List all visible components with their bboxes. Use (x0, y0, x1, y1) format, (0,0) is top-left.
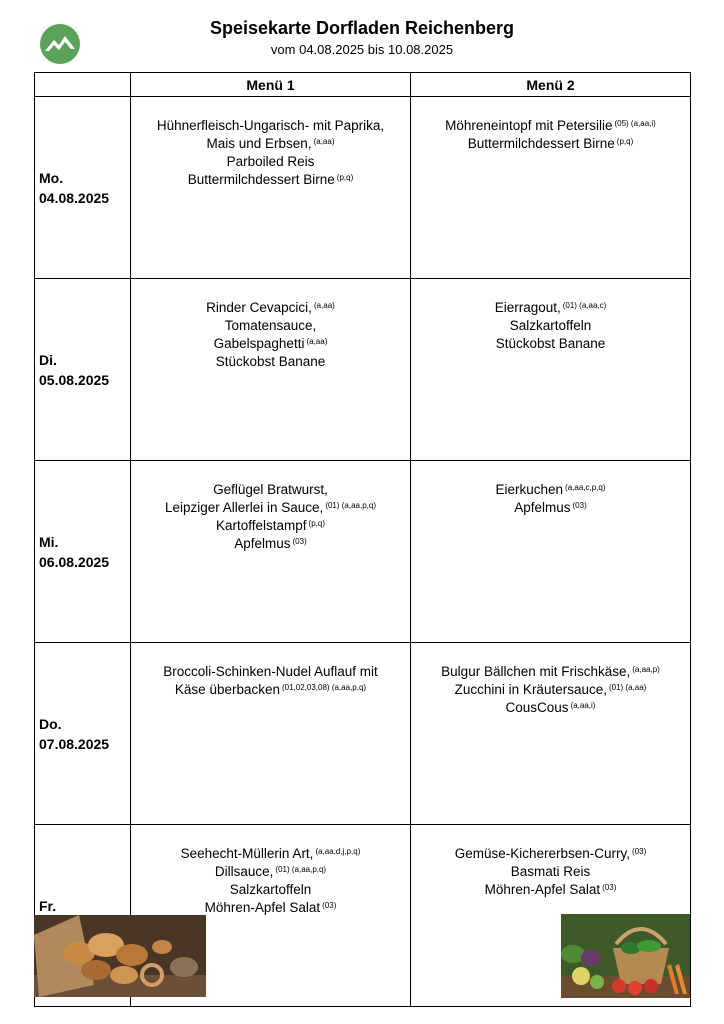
allergen-codes: (p,q) (308, 519, 325, 528)
dish-text: Buttermilchdessert Birne (187, 172, 335, 187)
menu-body (35, 97, 691, 1007)
dish-text: Gemüse-Kichererbsen-Curry, (454, 846, 631, 861)
day-cell (35, 643, 131, 825)
allergen-codes: (01) (a,aa,p,q) (275, 865, 327, 874)
dish-text: Salzkartoffeln (509, 318, 592, 333)
date-range: vom 04.08.2025 bis 10.08.2025 (270, 42, 454, 57)
dish-line (135, 517, 406, 535)
allergen-codes: (p,q) (336, 173, 354, 182)
table-row (35, 97, 691, 279)
menu-table (34, 72, 691, 1007)
day-cell (35, 279, 131, 461)
table-row (35, 461, 691, 643)
column-header-menu1: Menü 1 (131, 73, 411, 97)
dish-text: Eierkuchen (495, 482, 564, 497)
dish-text: Käse überbacken (174, 682, 280, 697)
menu2-cell (411, 279, 691, 461)
dish-line (415, 681, 686, 699)
dish-line (135, 681, 406, 699)
dish-text: Broccoli-Schinken-Nudel Auflauf mit (163, 664, 378, 679)
dish-text: Möhren-Apfel Salat (484, 882, 601, 897)
date-label: 07.08.2025 (39, 735, 110, 752)
header-row (35, 73, 691, 97)
dish-line (135, 881, 406, 899)
allergen-codes: (a,aa) (306, 337, 328, 346)
allergen-codes: (a,aa,p) (632, 665, 660, 674)
dish-text: Apfelmus (514, 500, 571, 515)
dish-text: Tomatensauce, (224, 318, 317, 333)
table-row (35, 643, 691, 825)
allergen-codes: (a,aa) (313, 301, 335, 310)
allergen-codes: (01,02,03,08) (a,aa,p,q) (282, 683, 367, 692)
allergen-codes: (01) (a,aa,p,q) (325, 501, 377, 510)
dish-line (415, 335, 686, 353)
dish-text: Seehecht-Müllerin Art, (180, 846, 314, 861)
dish-line (415, 135, 686, 153)
dish-line (135, 863, 406, 881)
dish-text: Zucchini in Kräutersauce, (454, 682, 607, 697)
dish-text: Gabelspaghetti (213, 336, 305, 351)
dish-line (415, 499, 686, 517)
dish-line (135, 335, 406, 353)
dish-text: Eierragout, (494, 300, 561, 315)
weekday-label: Mi. (39, 533, 59, 550)
dish-line (135, 535, 406, 553)
dish-text: Parboiled Reis (226, 154, 315, 169)
dish-line (415, 117, 686, 135)
allergen-codes: (05) (a,aa,i) (614, 119, 656, 128)
allergen-codes: (a,aa,c,p,q) (565, 483, 606, 492)
allergen-codes: (03) (632, 847, 647, 856)
allergen-codes: (03) (602, 883, 617, 892)
dish-line (415, 881, 686, 899)
dish-line (135, 135, 406, 153)
menu2-cell (411, 461, 691, 643)
dish-line (415, 663, 686, 681)
allergen-codes: (a,aa) (313, 137, 335, 146)
day-cell (35, 461, 131, 643)
dish-line (135, 171, 406, 189)
allergen-codes: (03) (322, 901, 337, 910)
weekday-label: Di. (39, 351, 57, 368)
table-row (35, 279, 691, 461)
dish-line (415, 299, 686, 317)
weekday-label: Do. (39, 715, 62, 732)
dish-line (135, 317, 406, 335)
dish-line (415, 481, 686, 499)
dish-text: Geflügel Bratwurst, (213, 482, 328, 497)
allergen-codes: (01) (a,aa) (608, 683, 647, 692)
dish-text: Möhreneintopf mit Petersilie (445, 118, 613, 133)
weekday-label: Mo. (39, 169, 64, 186)
menu1-cell (131, 461, 411, 643)
dish-line (135, 353, 406, 371)
allergen-codes: (01) (a,aa,c) (562, 301, 607, 310)
dish-line (415, 863, 686, 881)
dish-text: Dillsauce, (214, 864, 274, 879)
dish-text: Salzkartoffeln (229, 882, 312, 897)
dish-line (415, 845, 686, 863)
allergen-codes: (a,aa,d,j,p,q) (315, 847, 361, 856)
dish-text: CousCous (505, 700, 569, 715)
date-label: 05.08.2025 (39, 371, 110, 388)
dish-line (135, 153, 406, 171)
dish-line (135, 845, 406, 863)
dish-line (415, 317, 686, 335)
dish-text: Leipziger Allerlei in Sauce, (164, 500, 324, 515)
date-label: 04.08.2025 (39, 189, 110, 206)
page-title: Speisekarte Dorfladen Reichenberg (209, 18, 515, 38)
dish-text: Bulgur Bällchen mit Frischkäse, (441, 664, 631, 679)
dish-text: Möhren-Apfel Salat (204, 900, 321, 915)
menu1-cell (131, 279, 411, 461)
dish-line (135, 499, 406, 517)
allergen-codes: (03) (292, 537, 307, 546)
menu2-cell (411, 97, 691, 279)
dish-line (415, 699, 686, 717)
weekday-label: Fr. (39, 897, 57, 914)
column-header-day (35, 73, 131, 97)
allergen-codes: (p,q) (616, 137, 634, 146)
dish-text: Buttermilchdessert Birne (467, 136, 615, 151)
dish-text: Apfelmus (234, 536, 291, 551)
dish-text: Stückobst Banane (215, 354, 326, 369)
column-header-menu2: Menü 2 (411, 73, 691, 97)
day-cell (35, 97, 131, 279)
dish-text: Stückobst Banane (495, 336, 606, 351)
bread-photo (34, 915, 206, 997)
dish-text: Hühnerfleisch-Ungarisch- mit Paprika, (156, 118, 385, 133)
dish-line (135, 299, 406, 317)
dish-text: Rinder Cevapcici, (206, 300, 312, 315)
dish-line (135, 117, 406, 135)
dish-text: Kartoffelstampf (216, 518, 307, 533)
allergen-codes: (03) (572, 501, 587, 510)
dish-line (135, 663, 406, 681)
dish-text: Basmati Reis (510, 864, 591, 879)
dish-line (135, 481, 406, 499)
allergen-codes: (a,aa,i) (570, 701, 596, 710)
menu1-cell (131, 97, 411, 279)
dish-text: Mais und Erbsen, (206, 136, 312, 151)
vegetable-basket-photo (561, 914, 690, 998)
date-label: 06.08.2025 (39, 553, 110, 570)
menu1-cell (131, 643, 411, 825)
menu2-cell (411, 643, 691, 825)
